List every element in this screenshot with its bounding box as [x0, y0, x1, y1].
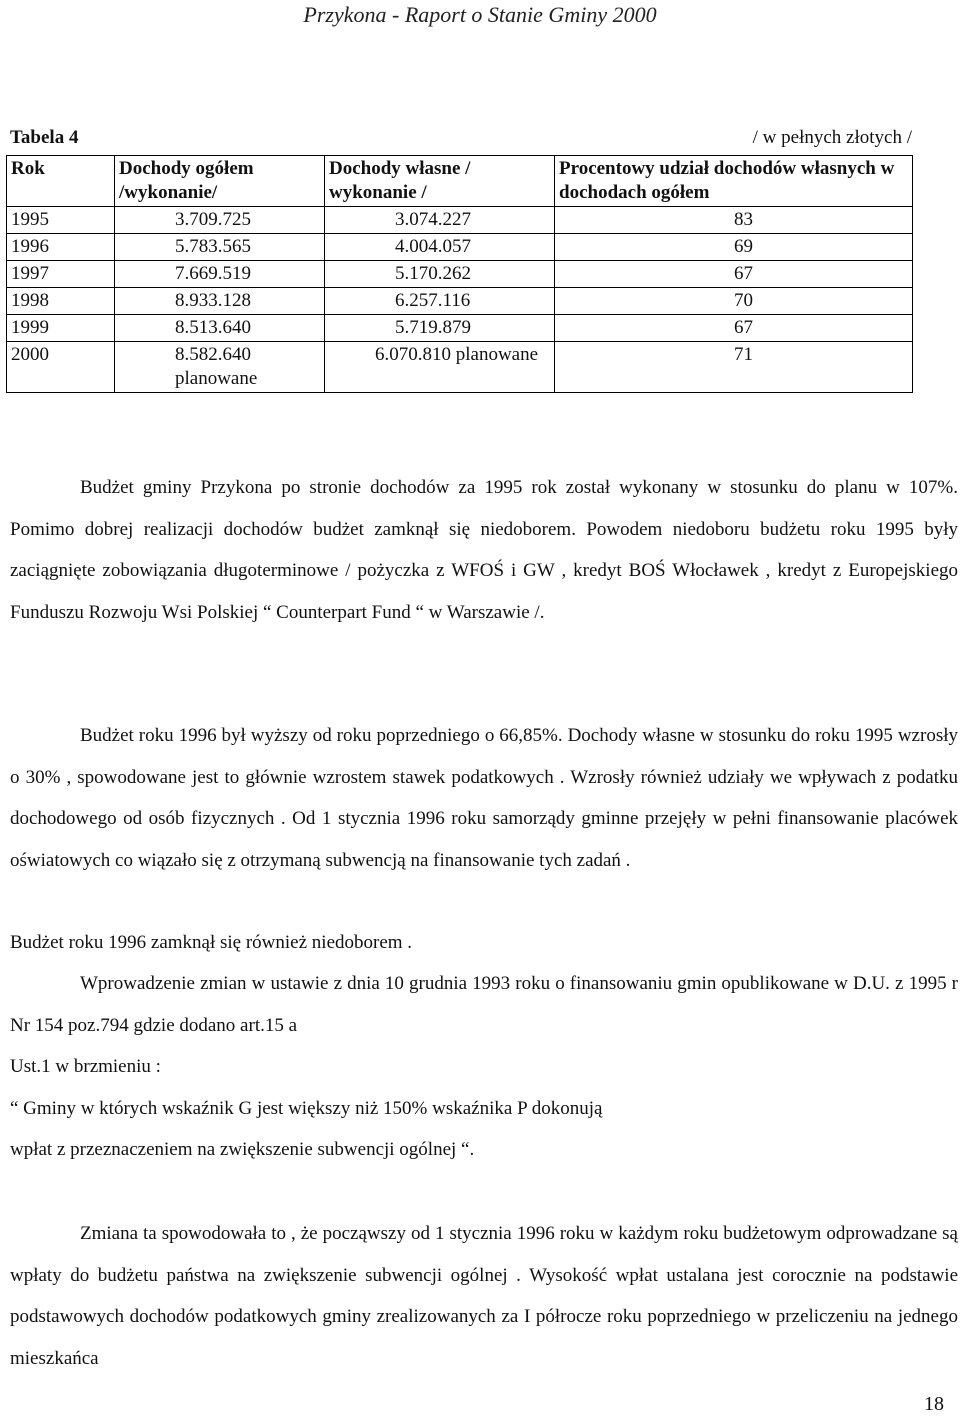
cell-share-value: 83: [734, 209, 753, 230]
cell-total-income: 8.513.640: [115, 315, 325, 342]
cell-total-income: [115, 342, 325, 393]
cell-share-value: 71: [734, 344, 753, 365]
table-row: [7, 261, 913, 288]
cell-total-income: 5.783.565: [115, 234, 325, 261]
cell-total-income: 8.933.128: [115, 288, 325, 315]
cell-year: 1998: [7, 288, 115, 315]
cell-share: [555, 234, 913, 261]
table-row: [7, 342, 913, 393]
table-row: [7, 288, 913, 315]
cell-share: [555, 288, 913, 315]
cell-own-income: 6.257.116: [325, 288, 555, 315]
cell-total-income-value: 8.582.640: [175, 344, 251, 365]
cell-year: 1996: [7, 234, 115, 261]
table-row: [7, 207, 913, 234]
cell-total-income: 3.709.725: [115, 207, 325, 234]
table-row: [7, 234, 913, 261]
cell-own-income: 3.074.227: [325, 207, 555, 234]
column-header-total-income: Dochody ogółem /wykonanie/: [115, 156, 325, 207]
table-caption-row: [10, 127, 912, 153]
column-header-year: Rok: [7, 156, 115, 207]
income-table: [6, 155, 913, 393]
paragraph-deficit-1996: Budżet roku 1996 zamknął się również niedoborem .: [10, 932, 413, 953]
cell-year: 1995: [7, 207, 115, 234]
table-header-row: [7, 156, 913, 207]
cell-year: 1997: [7, 261, 115, 288]
cell-share: [555, 207, 913, 234]
table-caption: Tabela 4: [10, 127, 79, 148]
paragraph-article-paragraph: Ust.1 w brzmieniu :: [10, 1056, 161, 1077]
cell-total-income: 7.669.519: [115, 261, 325, 288]
paragraph-law-change: Wprowadzenie zmian w ustawie z dnia 10 grudnia 1993 roku o finansowaniu gmin opublikowane w D.U. z 1995 r Nr 154 poz.794 gdzie dodano art.15 a: [10, 973, 958, 1036]
cell-share-value: 69: [734, 236, 753, 257]
table-unit-note: / w pełnych złotych /: [752, 127, 912, 148]
page-number: 18: [924, 1393, 944, 1415]
cell-total-income-note: planowane: [175, 368, 258, 389]
cell-own-income: 5.170.262: [325, 261, 555, 288]
cell-year: 1999: [7, 315, 115, 342]
cell-share-value: 67: [734, 317, 753, 338]
paragraph-quote-line-2: wpłat z przeznaczeniem na zwiększenie subwencji ogólnej “.: [10, 1139, 475, 1160]
column-header-own-income: Dochody własne / wykonanie /: [325, 156, 555, 207]
cell-year: 2000: [7, 342, 115, 393]
cell-share: [555, 315, 913, 342]
cell-own-income: 5.719.879: [325, 315, 555, 342]
cell-share-value: 70: [734, 290, 753, 311]
paragraph-payments: Zmiana ta spowodowała to , że począwszy od 1 stycznia 1996 roku w każdym roku budżetowym odprowadzane są wpłaty do budżetu państwa na zwiększenie subwencji ogólnej . Wysokość wpłat ustalana jest corocznie na podstawie podstawowych dochodów podatkowych gminy zrealizowanych za I półrocze roku poprzedniego w przeliczeniu na jednego mieszkańca: [10, 1223, 958, 1369]
cell-own-income: 6.070.810 planowane: [325, 342, 555, 393]
paragraph-budget-1996: Budżet roku 1996 był wyższy od roku poprzedniego o 66,85%. Dochody własne w stosunku do roku 1995 wzrosły o 30% , spowodowane jest to głównie wzrostem stawek podatkowych . Wzrosły również udziały we wpływach z podatku dochodowego od osób fizycznych . Od 1 stycznia 1996 roku samorządy gminne przejęły w pełni finansowanie placówek oświatowych co wiązało się z otrzymaną subwencją na finansowanie tych zadań .: [10, 725, 958, 871]
paragraph-quote-line-1: “ Gminy w których wskaźnik G jest większy niż 150% wskaźnika P dokonują: [10, 1098, 603, 1119]
cell-own-income: 4.004.057: [325, 234, 555, 261]
column-header-share: Procentowy udział dochodów własnych w dochodach ogółem: [555, 156, 913, 207]
cell-share: [555, 342, 913, 393]
page-header: Przykona - Raport o Stanie Gminy 2000: [303, 2, 657, 27]
cell-share-value: 67: [734, 263, 753, 284]
paragraph-budget-1995: Budżet gminy Przykona po stronie dochodów za 1995 rok został wykonany w stosunku do planu w 107%. Pomimo dobrej realizacji dochodów budżet zamknął się niedoborem. Powodem niedoboru budżetu roku 1995 były zaciągnięte zobowiązania długoterminowe / pożyczka z WFOŚ i GW , kredyt BOŚ Włocławek , kredyt z Europejskiego Funduszu Rozwoju Wsi Polskiej “ Counterpart Fund “ w Warszawie /.: [10, 477, 958, 623]
table-row: [7, 315, 913, 342]
cell-share: [555, 261, 913, 288]
